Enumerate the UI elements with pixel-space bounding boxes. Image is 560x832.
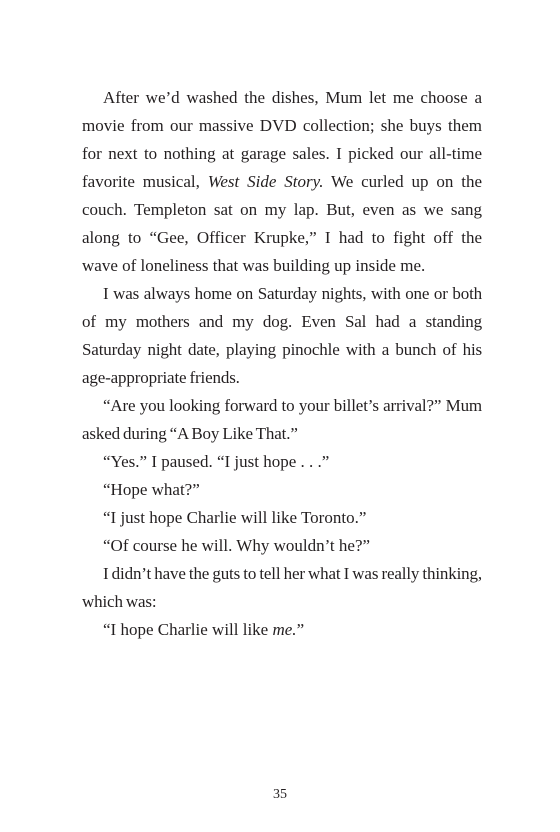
paragraph-didnt-have-guts [82,560,482,616]
paragraph-of-course [82,532,482,560]
paragraph-dvd-movie [82,84,482,280]
text-run: We curled up on the couch. Templeton sat on my lap. But, even as we sang along to “Gee, Officer Krupke,” I had to fight off the wave of loneliness that was building up inside me. [82,172,482,275]
italic-emphasis-me: me. [272,620,297,639]
text-run: I didn’t have the guts to tell her what I was really thinking, which was: [82,564,482,611]
paragraph-hope-what [82,476,482,504]
paragraph-billet-question [82,392,482,448]
text-run: After we’d washed the dishes, Mum let me choose a movie from our massive DVD collection; she buys them for next to nothing at garage sales. I picked our all-time favorite musical, [82,88,482,191]
paragraph-like-me [82,616,482,644]
text-run: “Yes.” I paused. “I just hope . . .” [103,452,330,471]
paragraph-saturday-nights [82,280,482,392]
text-run: “Are you looking forward to your billet’s arrival?” Mum asked during “A Boy Like That.” [82,396,482,443]
paragraph-like-toronto [82,504,482,532]
text-run: I was always home on Saturday nights, with one or both of my mothers and my dog. Even Sal had a standing Saturday night date, playing pinochle with a bunch of his age-appropriate friends. [82,284,482,387]
text-run: “I just hope Charlie will like Toronto.” [103,508,367,527]
page-number: 35 [273,787,287,802]
text-run: “Hope what?” [103,480,200,499]
text-run: “Of course he will. Why wouldn’t he?” [103,536,371,555]
italic-title-west-side-story: West Side Story. [207,172,324,191]
body-text [82,84,482,644]
text-run: ” [296,620,305,639]
text-run: “I hope Charlie will like [103,620,273,639]
paragraph-yes-paused [82,448,482,476]
